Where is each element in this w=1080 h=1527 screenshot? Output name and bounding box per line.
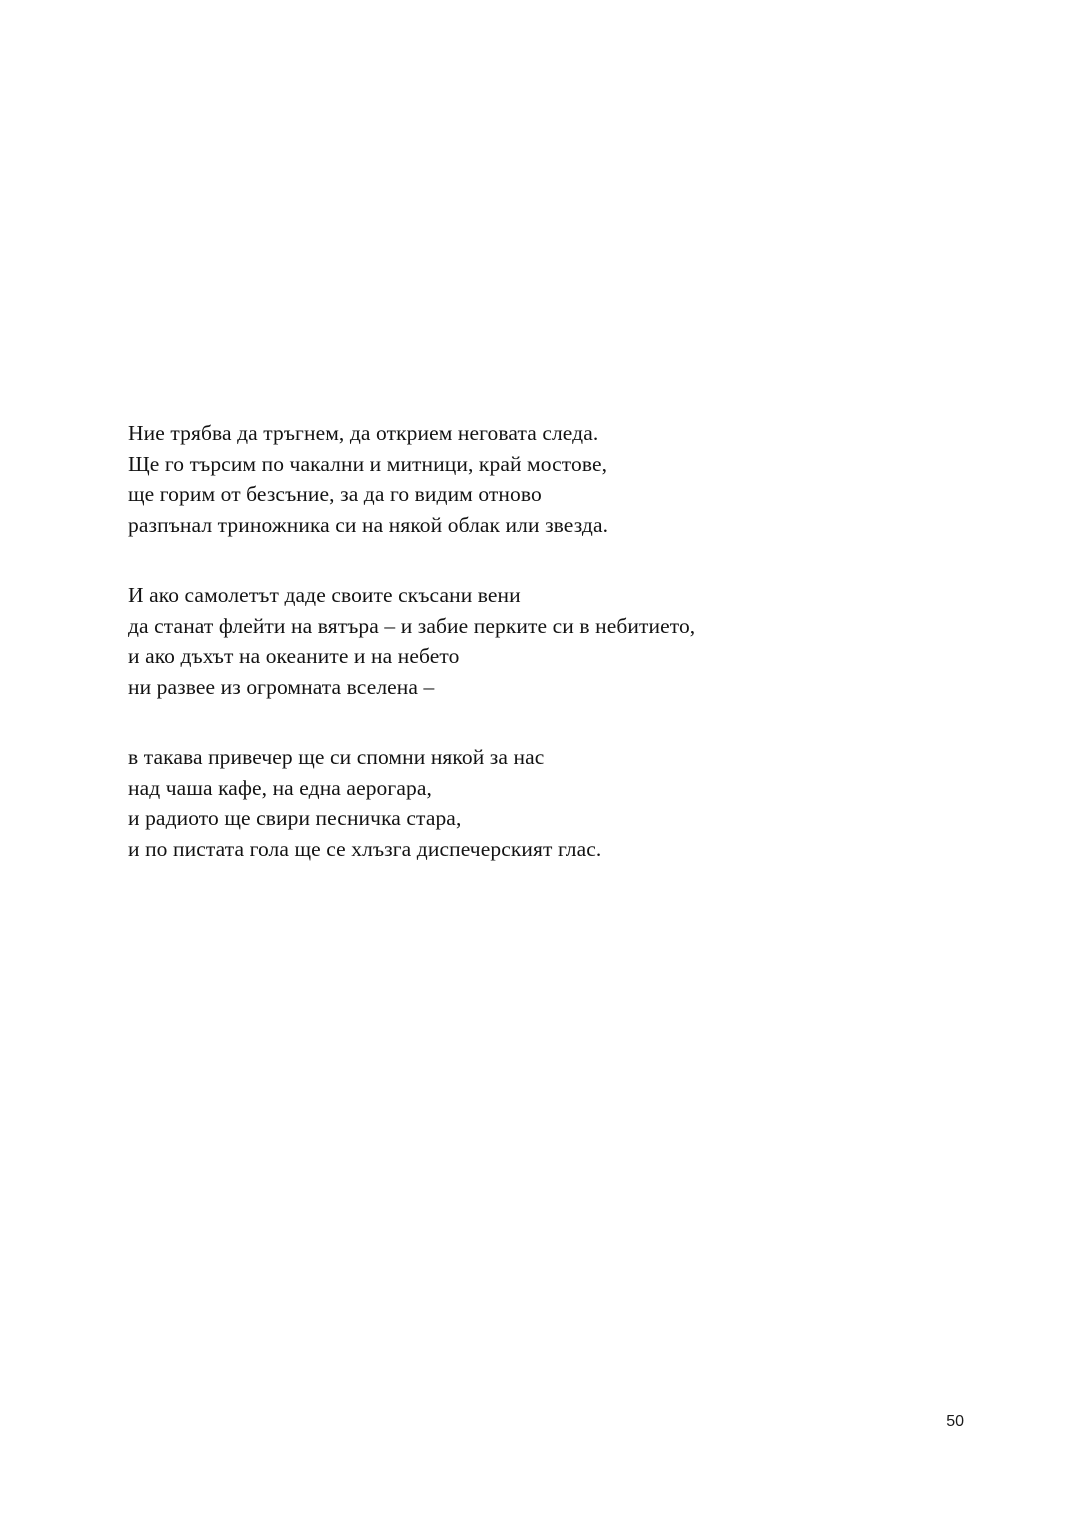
poem-line: И ако самолетът даде своите скъсани вени [128, 583, 521, 607]
poem-text-block [128, 418, 948, 864]
page-number: 50 [946, 1413, 964, 1430]
poem-line: над чаша кафе, на една аерогара, [128, 775, 432, 800]
poem-line: Ние трябва да тръгнем, да открием неговата следа. [128, 421, 599, 445]
poem-line: в такава привечер ще си спомни някой за нас [128, 745, 545, 769]
poem-line: ни развее из огромната вселена – [128, 674, 435, 699]
poem-line: и по пистата гола ще се хлъзга диспечерският глас. [128, 836, 602, 861]
poem-stanza [128, 580, 948, 702]
poem-line: разпънал триножника си на някой облак или звезда. [128, 512, 609, 537]
poem-line: да станат флейти на вятъра – и забие перките си в небитието, [128, 613, 696, 638]
poem-stanza [128, 742, 948, 864]
poem-line: ще горим от безсъние, за да го видим отново [128, 482, 542, 506]
poem-stanza [128, 418, 948, 540]
poem-line: и радиото ще свири песничка стара, [128, 806, 462, 830]
poem-line: Ще го търсим по чакални и митници, край мостове, [128, 451, 608, 476]
poem-line: и ако дъхът на океаните и на небето [128, 644, 460, 668]
